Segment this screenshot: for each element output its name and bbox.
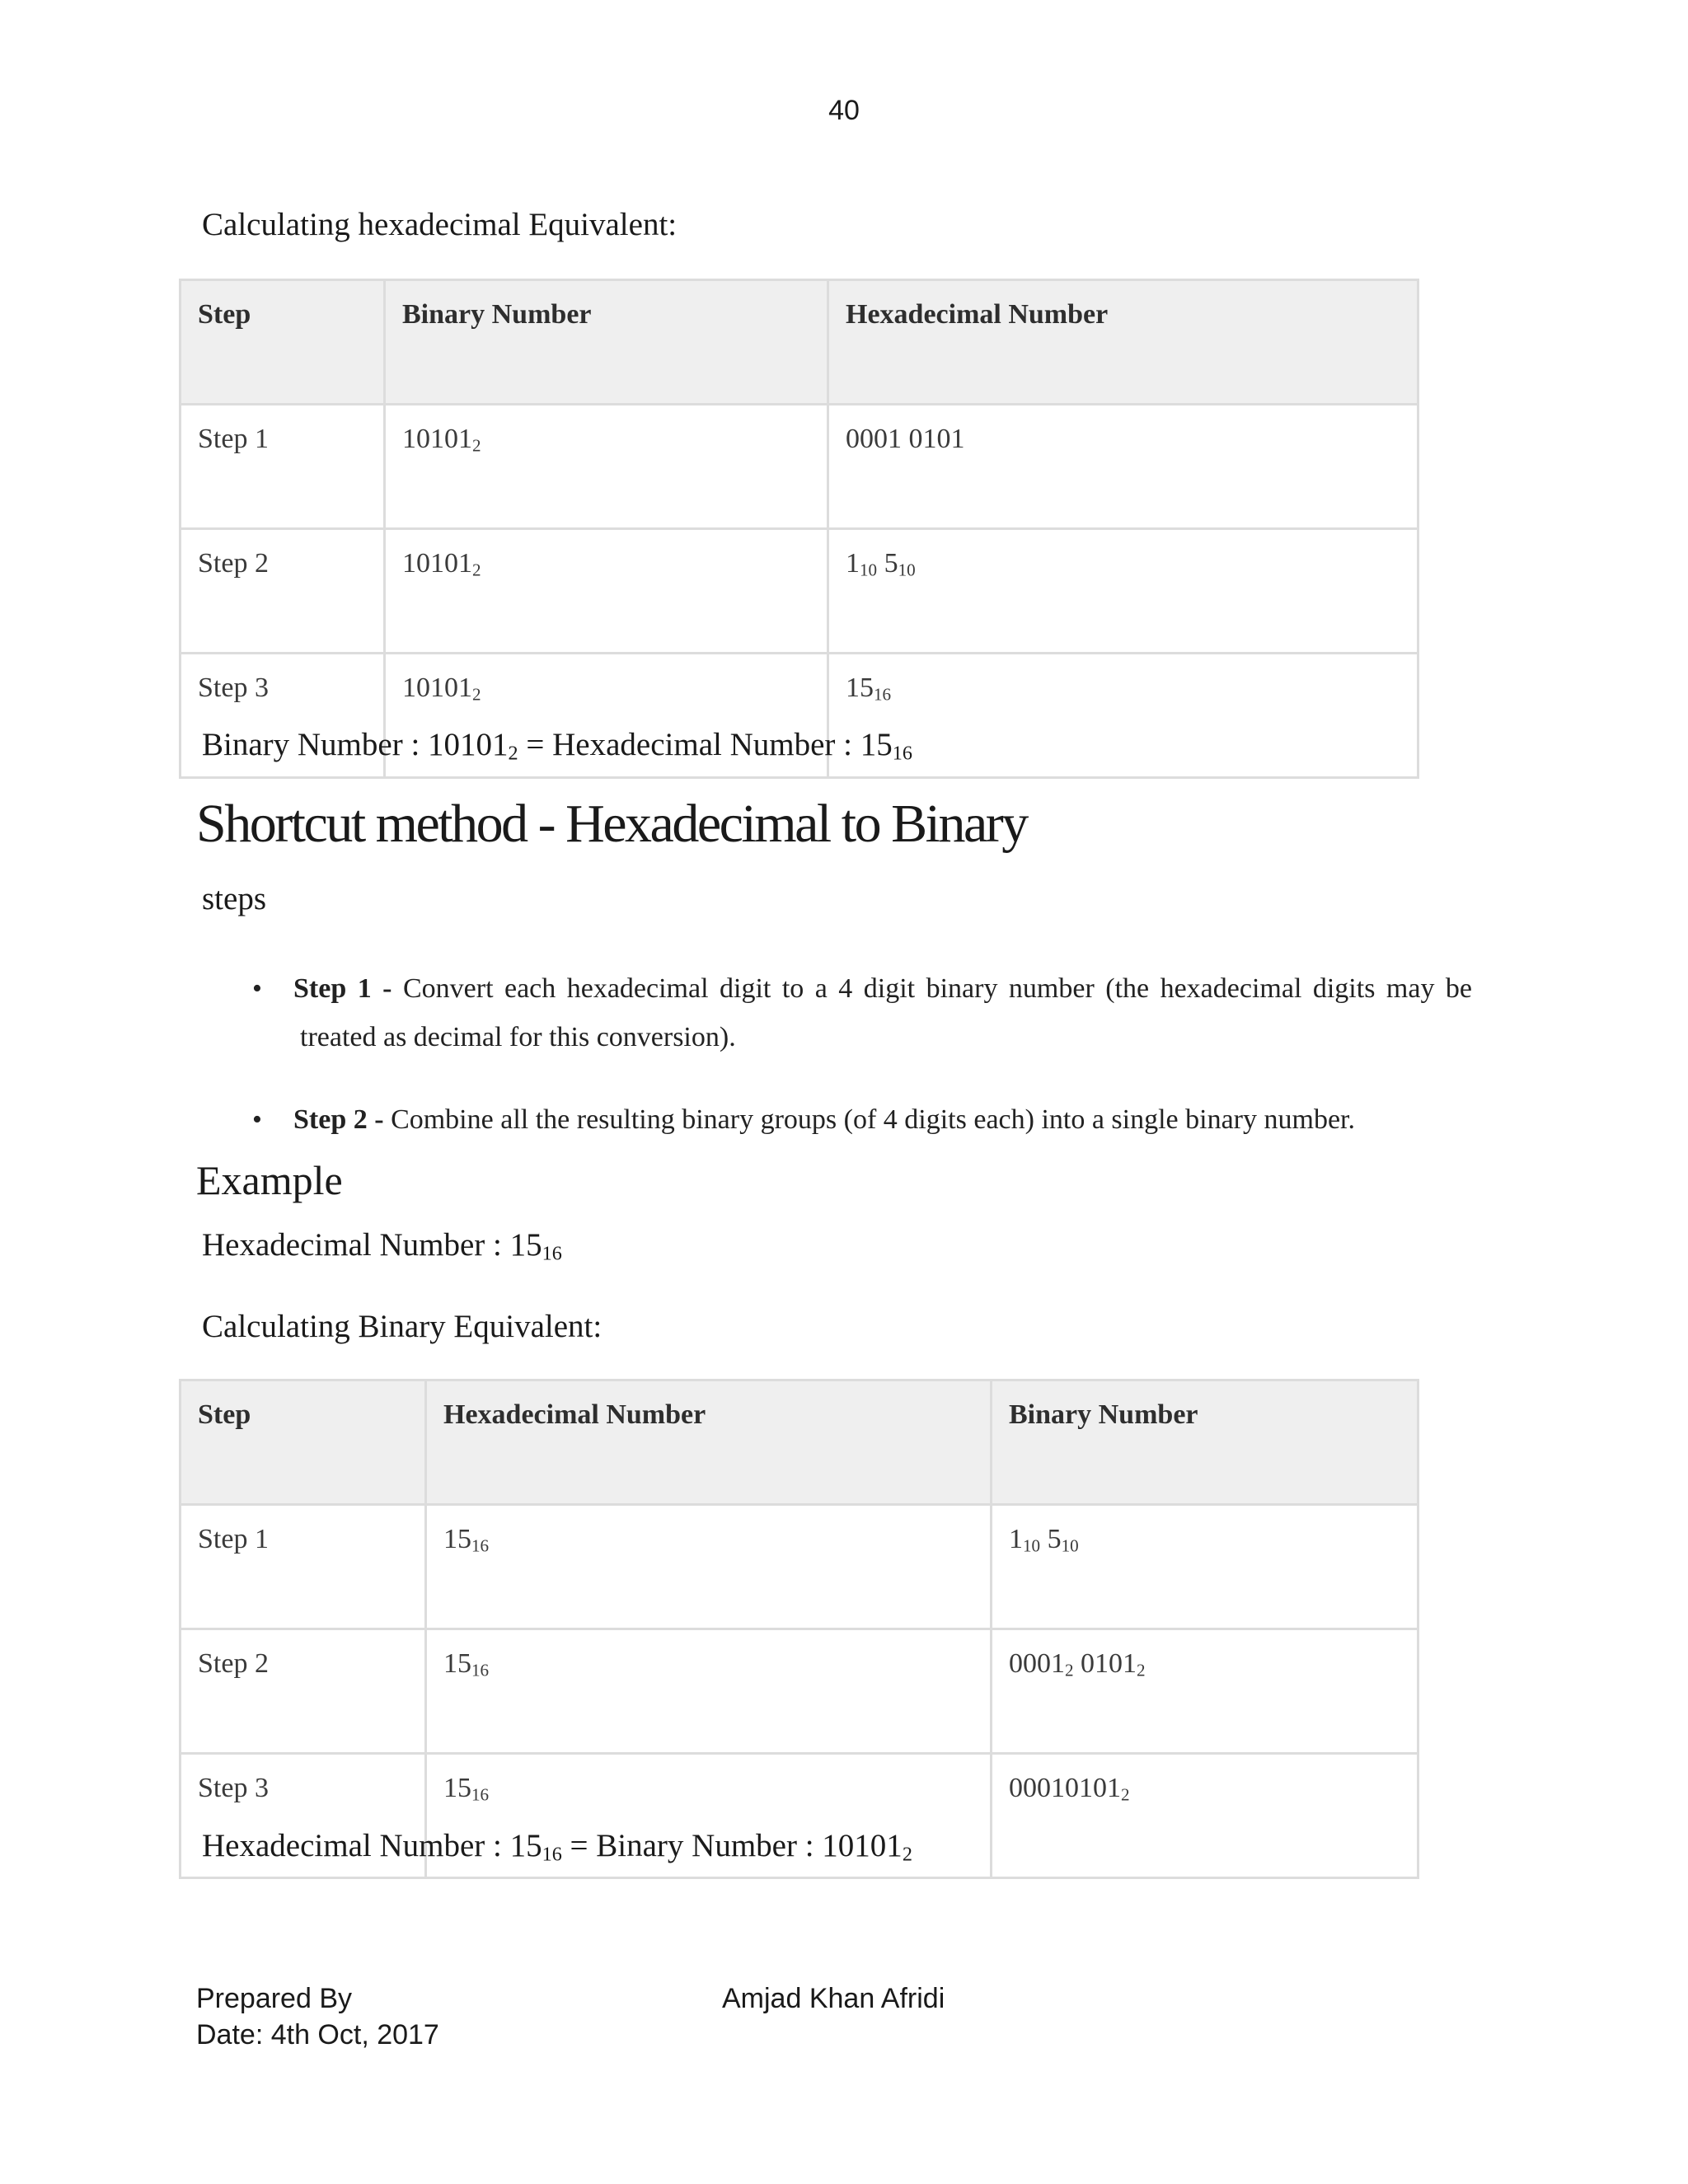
step-cell: Step 3 xyxy=(181,654,385,778)
hex-to-binary-table xyxy=(179,1379,1419,1879)
table-header-row xyxy=(181,280,1418,405)
binary-cell: $00010101_2$ xyxy=(992,1754,1418,1878)
bullet-icon: • xyxy=(252,1104,262,1135)
table-header-row xyxy=(181,1380,1418,1505)
footer-author: Amjad Khan Afridi xyxy=(722,1983,945,2014)
binary-to-hex-result: Binary Number : $10101_2$ = Hexadecimal Number : $15_{16}$ xyxy=(202,727,912,765)
steps-list xyxy=(252,964,1473,1144)
header-hexadecimal-number: Hexadecimal Number xyxy=(426,1380,992,1505)
header-hexadecimal-number: Hexadecimal Number xyxy=(828,280,1418,405)
list-item: • Step 1 - Convert each hexadecimal digit to a 4 digit binary number (the hexadecimal digits may be xyxy=(293,964,1472,1013)
step-cell: Step 1 xyxy=(181,1505,426,1629)
section-heading: Shortcut method - Hexadecimal to Binary xyxy=(196,794,1027,854)
hex-to-binary-result: Hexadecimal Number : $15_{16}$ = Binary Number : $10101_2$ xyxy=(202,1828,912,1866)
step-cell: Step 1 xyxy=(181,405,385,529)
page-number: 40 xyxy=(828,95,860,126)
header-step: Step xyxy=(181,280,385,405)
binary-equivalent-intro: Calculating Binary Equivalent: xyxy=(202,1309,603,1344)
step-cell: Step 2 xyxy=(181,529,385,654)
binary-cell: $10101_2$ xyxy=(385,654,828,778)
hex-cell: $15_{16}$ xyxy=(426,1629,992,1754)
hex-cell: 0001 0101 xyxy=(828,405,1418,529)
header-step: Step xyxy=(181,1380,426,1505)
hex-cell: $15_{16}$ xyxy=(828,654,1418,778)
binary-cell: $10101_2$ xyxy=(385,405,828,529)
binary-cell: $0001_2$ $0101_2$ xyxy=(992,1629,1418,1754)
table-row xyxy=(181,1629,1418,1754)
binary-cell: $1_{10}$ $5_{10}$ xyxy=(992,1505,1418,1629)
example-hex-number: Hexadecimal Number : $15_{16}$ xyxy=(202,1227,562,1265)
hex-cell: $1_{10}$ $5_{10}$ xyxy=(828,529,1418,654)
table-row xyxy=(181,529,1418,654)
hex-cell: $15_{16}$ xyxy=(426,1505,992,1629)
list-item: • Step 2 - Combine all the resulting binary groups (of 4 digits each) into a single binary number. xyxy=(293,1095,1472,1144)
steps-label: steps xyxy=(202,881,266,916)
example-heading: Example xyxy=(196,1157,343,1203)
hex-cell: $15_{16}$ xyxy=(426,1754,992,1878)
step-cell: Step 3 xyxy=(181,1754,426,1878)
binary-to-hex-table xyxy=(179,279,1419,779)
footer-prepared-by: Prepared By xyxy=(196,1983,352,2014)
table-row xyxy=(181,405,1418,529)
hex-equivalent-intro: Calculating hexadecimal Equivalent: xyxy=(202,207,678,242)
binary-cell: $10101_2$ xyxy=(385,529,828,654)
step-cell: Step 2 xyxy=(181,1629,426,1754)
list-item: treated as decimal for this conversion). xyxy=(300,1022,736,1052)
header-binary-number: Binary Number xyxy=(992,1380,1418,1505)
footer-date: Date: 4th Oct, 2017 xyxy=(196,2019,439,2050)
header-binary-number: Binary Number xyxy=(385,280,828,405)
table-row xyxy=(181,1505,1418,1629)
bullet-icon: • xyxy=(252,973,262,1004)
